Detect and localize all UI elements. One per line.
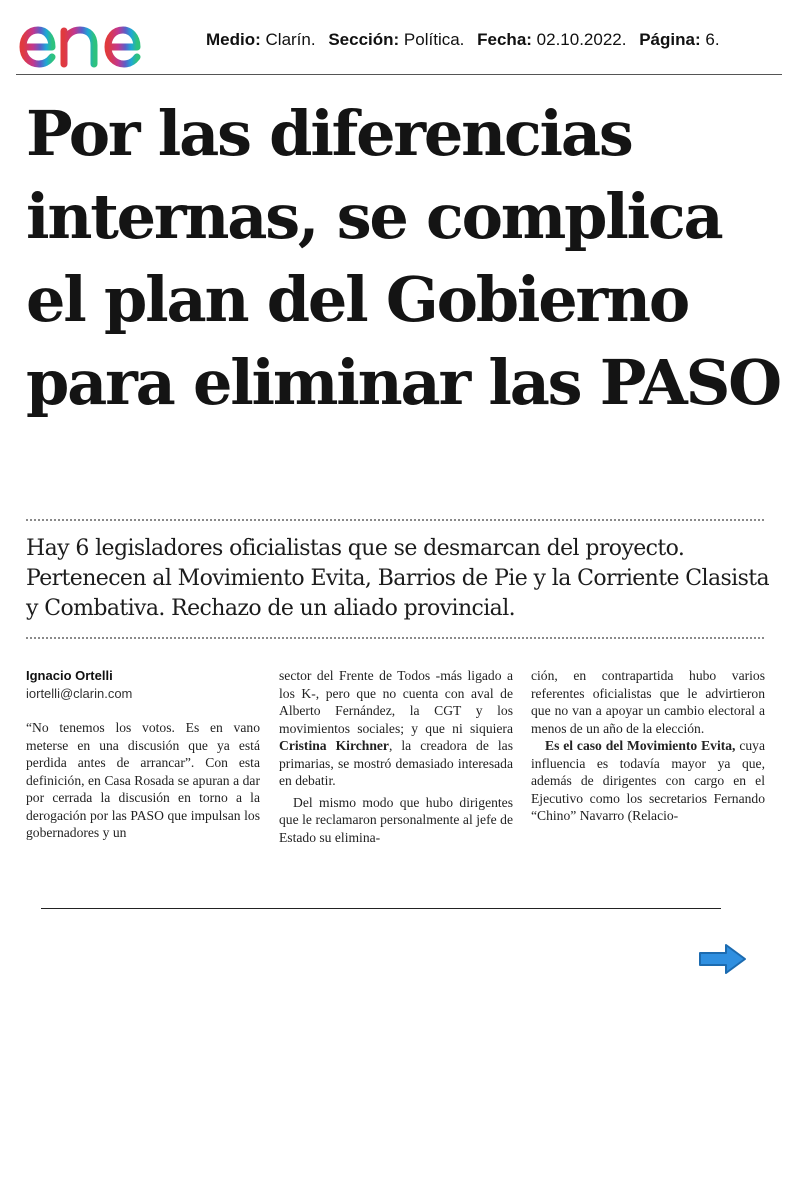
body-text: sector del Frente de Todos -más ligado a los K-, pero que no cuenta con aval de Alberto Fernández, la CGT y los movimientos sociales; y que ni siquiera: [279, 668, 513, 736]
deck-top-dotted-rule: [26, 519, 764, 521]
body-text: , la creadora de las primarias, se mostró demasiado interesada en debatir.: [279, 738, 513, 788]
clipping-metadata: [206, 30, 720, 50]
pagina-label: Página:: [639, 30, 701, 49]
body-bold-name: Cristina Kirchner: [279, 738, 389, 753]
article-column-3: [531, 667, 765, 825]
pagina-value: 6.: [705, 30, 720, 49]
body-paragraph: “No tenemos los votos. Es en vano meterse en una discusión que ya está perdida antes de arrancar”. Con esta definición, en Casa Rosada se apuran a dar por cerrada la discusión en torno a la derogación por las PASO que impulsan los gobernadores y un: [26, 720, 260, 840]
fecha-label: Fecha:: [477, 30, 532, 49]
seccion-value: Política.: [403, 30, 465, 49]
article-deck: Hay 6 legisladores oficialistas que se desmarcan del proyecto. Pertenecen al Movimiento Evita, Barrios de Pie y la Corriente Clasista y Combativa. Rechazo de un aliado provincial.: [26, 536, 770, 621]
byline-email: iortelli@clarin.com: [26, 685, 133, 701]
arrow-right-icon[interactable]: [698, 942, 748, 976]
medio-value: Clarín.: [265, 30, 316, 49]
body-bold-lead: Es el caso del Movimiento Evita,: [545, 738, 736, 753]
seccion-label: Sección:: [328, 30, 400, 49]
body-paragraph: Del mismo modo que hubo dirigentes que le reclamaron personalmente al jefe de Estado su elimina-: [279, 794, 513, 845]
header-divider: [16, 74, 782, 75]
body-text: cuya influencia es todavía mayor ya que, además de dirigentes con cargo en el Ejecutivo como los secretarios Fernando “Chino” Navarro (Relacio-: [531, 738, 765, 823]
fecha-value: 02.10.2022.: [536, 30, 627, 49]
body-paragraph: ción, en contrapartida hubo varios referentes oficialistas que le advirtieron que no van a apoyar un cambio electoral a menos de un año de la elección.: [531, 668, 765, 736]
article-body: [26, 667, 766, 857]
article-headline: Por las diferencias internas, se complica el plan del Gobierno para eliminar las PASO: [26, 97, 780, 419]
article-column-1: [26, 667, 260, 842]
body-paragraph: [279, 667, 513, 790]
article-column-2: [279, 667, 513, 846]
enel-logo: [18, 10, 176, 70]
medio-label: Medio:: [206, 30, 261, 49]
clipping-header: [14, 6, 784, 72]
body-paragraph: [531, 737, 765, 825]
deck-bottom-dotted-rule: [26, 637, 764, 639]
byline-author: Ignacio Ortelli: [26, 668, 113, 683]
footer-divider: [41, 908, 721, 909]
